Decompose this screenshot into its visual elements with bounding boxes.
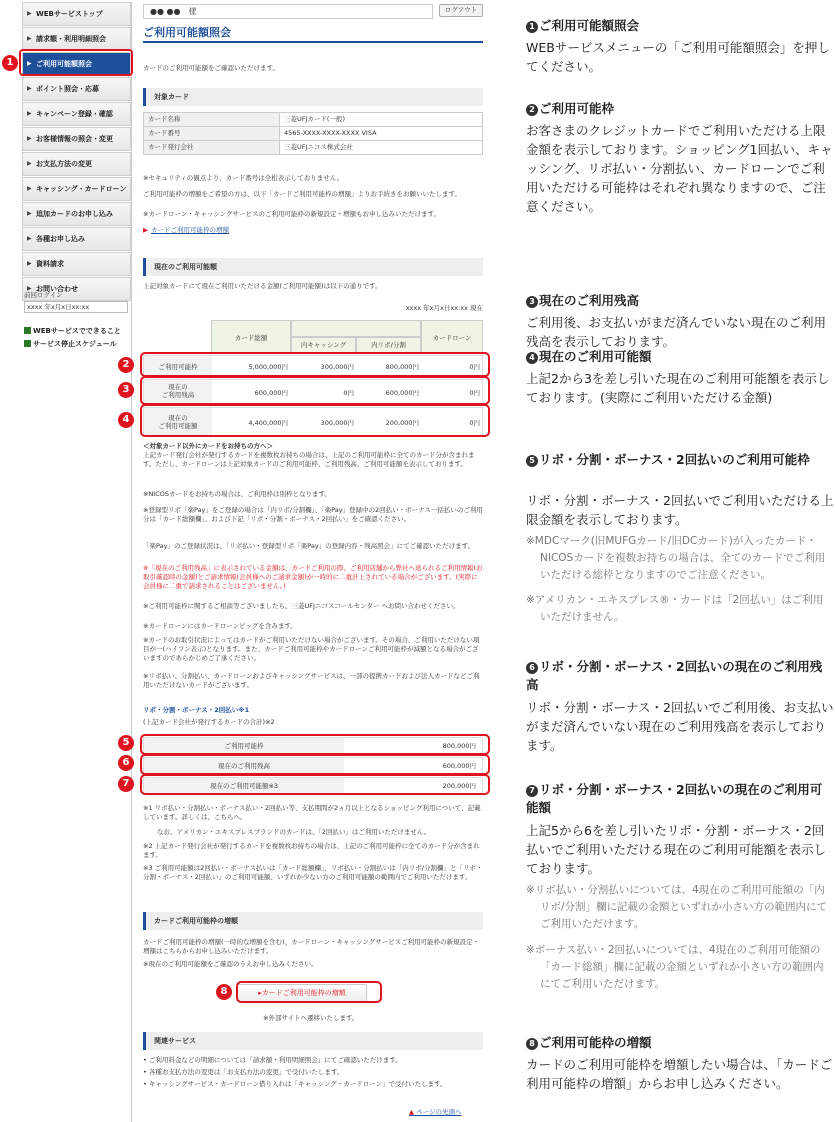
chevron-right-icon: ▶ [27, 210, 32, 217]
chevron-right-icon: ▶ [27, 285, 32, 292]
sidebar-item-contact[interactable]: ▶ お問い合わせ [22, 277, 131, 301]
chevron-right-icon: ▶ [27, 35, 32, 42]
web-service-link[interactable]: WEBサービスでできること [24, 326, 121, 336]
highlight-box [236, 981, 382, 1003]
explain-body-8: カードのご利用可能枠を増額したい場合は、「カードご利用可能枠の増額」からお申し込みください。 [526, 1057, 833, 1091]
rb-note-1b: なお、アメリカン・エキスプレスブランドのカードは、「2回払い」はご利用いただけません。 [157, 828, 431, 836]
step-badge-3: 3 [118, 382, 134, 398]
sidebar-item-points[interactable]: ▶ ポイント照会・応募 [22, 77, 131, 101]
card-section-heading: 対象カード [143, 88, 483, 106]
increase-note: ご利用可能枠の増額をご希望の方は、以下「カードご利用可能枠の増額」よりお手続きをお願いいたします。 [143, 190, 461, 198]
double-count-note: ※「現在のご利用残高」に表示されている金額は、カードご利用の際、ご利用店舗から弊社へ送られるご利用情報(お取引確認時の金額)とご請求情報(会員様へのご請求金額)が一時的に二重計上されている場合がございます。(実際に会員様に二重で請求されることはございません。) [143, 564, 483, 590]
sidebar-item-available-amount[interactable]: ▶ ご利用可能額照会 [22, 52, 131, 76]
chevron-right-icon: ▶ [27, 260, 32, 267]
cell-loan: 0円 [469, 419, 480, 427]
explain-note-7b: ※ボーナス払い・2回払いについては、4現在のご利用可能額の「カード総額」欄に記載の金額といずれか小さい方の範囲内にてご利用いただけます。 [526, 944, 824, 990]
user-name: ●● ●● 様 [143, 4, 433, 19]
card-issuer-value: 三菱UFJニコス株式会社 [280, 141, 483, 155]
card-info-table [143, 112, 483, 155]
related-item: • 各種お支払方法の変更は「お支払方法の変更」で受付いたします。 [143, 1068, 344, 1076]
col-revolving: 内リボ/分割 [356, 337, 421, 354]
rb-value: 200,000円 [442, 782, 476, 790]
col-loan: カードローン [421, 320, 483, 354]
increase-section-heading: カードご利用可能枠の増額 [143, 912, 483, 930]
cell-total: 600,000円 [254, 389, 288, 397]
external-site-note: ※外部サイトへ遷移いたします。 [263, 1014, 359, 1022]
explain-title-3: 3 現在のご利用残高 [526, 292, 834, 310]
card-loan-note: ※カードローンにはカードローンビッグを含みます。 [143, 622, 297, 630]
sidebar-nav [22, 2, 132, 1122]
last-login: 前回ログイン xxxx 年x月x日xx:xx [24, 290, 128, 313]
explain-title-2: 2 ご利用可能枠 [526, 100, 834, 118]
increase-link[interactable]: ▶ カードご利用可能枠の増額 [143, 226, 229, 234]
cell-total: 5,000,000円 [248, 363, 288, 371]
row-label: ご利用可能枠 [144, 356, 212, 376]
rb-label: ご利用可能枠 [144, 738, 344, 754]
related-section-heading: 関連サービス [143, 1032, 483, 1050]
intro-text: カードのご利用可能額をご確認いただけます。 [143, 64, 279, 72]
chevron-right-icon: ▶ [27, 10, 32, 17]
highlight-box [140, 352, 490, 377]
arrow-right-icon: ▶ [143, 226, 148, 234]
chevron-right-icon: ▶ [27, 135, 32, 142]
rb-note-2: ※2 上記カード発行会社が発行するカードを複数枚お持ちの場合は、上記のご利用可能枠に全てのカード分が含まれます。 [143, 842, 480, 859]
logout-button[interactable]: ログアウト [439, 4, 483, 17]
explain-body-6: リボ・分割・ボーナス・2回払いでご利用後、お支払いがまだ済んでいない現在のご利用残高を表示しております。 [526, 700, 834, 753]
row-label: 現在の ご利用残高 [144, 380, 212, 404]
card-name-key: カード名称 [144, 113, 280, 127]
cell-revolving: 600,000円 [385, 389, 419, 397]
chevron-right-icon: ▶ [27, 85, 32, 92]
main-content [137, 2, 489, 1122]
cell-loan: 0円 [469, 389, 480, 397]
other-cards-heading: ＜対象カード以外にカードをお持ちの方へ＞ [143, 442, 273, 450]
explain-body-3: ご利用後、お支払いがまだ済んでいない現在のご利用残高を表示しております。 [526, 315, 827, 349]
explain-title-7: 7 リボ・分割・ボーナス・2回払いの現在のご利用可能額 [526, 782, 823, 815]
highlight-box [140, 404, 490, 437]
explain-note-7a: ※リボ払い・分割払いについては、4現在のご利用可能額の「内リボ/分割」欄に記載の金額といずれか小さい方の範囲内にてご利用いただけます。 [526, 884, 828, 930]
sidebar-item-web-top[interactable]: ▶ WEBサービストップ [22, 2, 131, 26]
rb-label: 現在のご利用残高 [144, 758, 344, 774]
security-note: ※セキュリティの観点より、カード番号は全桁表示しておりません。 [143, 174, 344, 182]
card-issuer-key: カード発行会社 [144, 141, 280, 155]
col-total: カード総額 [211, 320, 291, 354]
step-badge-4: 4 [118, 412, 134, 428]
explain-title-6: 6 リボ・分割・ボーナス・2回払いの現在のご利用残高 [526, 659, 823, 692]
rb-value: 800,000円 [442, 742, 476, 750]
rb-note-1: ※1 リボ払い・分割払い・ボーナス払い・2回払い等、支払期間が2ヵ月以上となるショッピング利用について、記載しています。詳しくは、こちらへ。 [143, 804, 481, 821]
chevron-right-icon: ▶ [27, 110, 32, 117]
chevron-right-icon: ▶ [27, 60, 32, 67]
step-badge-1: 1 [2, 55, 18, 71]
loan-note: ※カードローン・キャッシングサービスのご利用可能枠の新規設定・増額もお申し込みいただけます。 [143, 210, 441, 218]
explain-title-1: 1 ご利用可能額照会 [526, 17, 834, 35]
page-title: ご利用可能額照会 [143, 28, 483, 43]
related-item: • キャッシングサービス・カードローン借り入れは「キャッシング・カードローン」で受付いたします。 [143, 1080, 447, 1088]
consult-note: ※ご利用可能枠に関するご相談等ございましたら、三菱UFJニコスコールセンター へお問い合わせください。 [143, 602, 460, 610]
card-number-value: 4565-XXXX-XXXX-XXXX VISA [280, 127, 483, 141]
page-top-link[interactable]: ▲ ページの先頭へ [409, 1108, 462, 1116]
cell-revolving: 800,000円 [385, 363, 419, 371]
current-section-heading: 現在のご利用可能額 [143, 258, 483, 276]
step-badge-8: 8 [216, 984, 232, 1000]
arrow-up-icon: ▲ [409, 1108, 414, 1116]
rakuten-link-note: 「楽Pay」のご登録状況は、「リボ払い・登録型リボ「楽Pay」の登録内容・残高照会」にてご確認いただけます。 [143, 542, 475, 550]
current-description: 上記対象カードにて現在ご利用いただける金額(ご利用可能額)は以下の通りです。 [143, 282, 382, 290]
chevron-right-icon: ▶ [27, 160, 32, 167]
rb-label: 現在のご利用可能額※3 [144, 778, 344, 794]
rakuten-note: ※登録型リボ「楽Pay」をご登録の場合は「内リボ/分割欄」、「楽Pay」登録中の2回払い・ボーナス一括払いのご利用分は「カード総額欄」、および下記「リボ・分割・ボーナス・2回払い」をご確認ください。 [143, 506, 483, 523]
cell-total: 4,400,000円 [248, 419, 288, 427]
cell-revolving: 200,000円 [385, 419, 419, 427]
square-icon [24, 340, 31, 347]
related-item: • ご利用料金などの明細については「請求額・利用明細照会」にてご確認いただけます。 [143, 1056, 402, 1064]
sidebar-item-additional-card[interactable]: ▶ 追加カードのお申し込み [22, 202, 131, 226]
step-badge-5: 5 [118, 735, 134, 751]
explain-note-5b: ※アメリカン・エキスプレス®・カードは「2回払い」はご利用いただけません。 [526, 594, 824, 623]
stop-schedule-link[interactable]: サービス停止スケジュール [24, 339, 117, 349]
explain-title-4: 4 現在のご利用可能額 [526, 348, 834, 366]
explain-body-5: リボ・分割・ボーナス・2回払いでご利用いただける上限金額を表示しております。 [526, 493, 834, 527]
sidebar-item-applications[interactable]: ▶ 各種お申し込み [22, 227, 131, 251]
sidebar-item-statement[interactable]: ▶ 請求額・利用明細照会 [22, 27, 131, 51]
limit-table-header [143, 320, 483, 354]
sidebar-item-payment-method[interactable]: ▶ お支払方法の変更 [22, 152, 131, 176]
row-label: 現在の ご利用可能額 [144, 408, 212, 436]
chevron-right-icon: ▶ [27, 235, 32, 242]
square-icon [24, 327, 31, 334]
col-cashing: 内キャッシング [291, 337, 356, 354]
increase-caution: ※現在のご利用可能額をご確認のうえお申し込みください。 [143, 960, 318, 968]
explain-title-8: 8 ご利用可能枠の増額 [526, 1034, 834, 1052]
highlight-box [140, 376, 490, 405]
as-of-date: xxxx 年x月x日xx:xx 現在 [405, 304, 483, 312]
cell-cashing: 300,000円 [320, 419, 354, 427]
cell-cashing: 0円 [343, 389, 354, 397]
increase-apply-button[interactable]: ▸カードご利用可能枠の増額 [237, 984, 367, 1002]
explain-body-4: 上記2から3を差し引いた現在のご利用可能額を表示しております。(実際にご利用いただける金額) [526, 371, 830, 405]
step-badge-6: 6 [118, 755, 134, 771]
sidebar-item-documents[interactable]: ▶ 資料請求 [22, 252, 131, 276]
highlight-box [140, 754, 490, 775]
other-cards-text: 上記カード発行会社が発行するカードを複数枚お持ちの場合は、上記のご利用可能枠に全てのカード分が含まれます。ただし、カードローンは上記対象カードのご利用可能枠、ご利用残高、ご利用可能額を表示しております。 [143, 451, 475, 468]
rb-title: リボ・分割・ボーナス・2回払い※1 [143, 706, 250, 714]
highlight-box [19, 49, 133, 76]
card-usage-note: ※カードのお取引状況によってはカードがご利用いただけない場合がございます。その場合、ご利用いただけない項目が一(ハイフン表示)となります。また、カードご利用可能枠やカードローンご利用可能枠が減額となる場合がございますのであらかじめご了承ください。 [143, 636, 480, 662]
explain-body-1: WEBサービスメニューの「ご利用可能額照会」を押してください。 [526, 40, 830, 74]
explain-note-5a: ※MDCマーク(旧MUFGカード/旧DCカード)が入ったカード・NICOSカードを複数お持ちの場合は、全てのカードでご利用いただける総枠となりますのでご注意ください。 [526, 535, 826, 581]
increase-description: カードご利用可能枠の増額(一時的な増額を含む)、カードローン・キャッシングサービスご利用可能枠の新規設定・増額はこちらからお申し込みいただけます。 [143, 938, 480, 955]
step-badge-2: 2 [118, 357, 134, 373]
cell-cashing: 300,000円 [320, 363, 354, 371]
highlight-box [140, 734, 490, 755]
sidebar-item-campaign[interactable]: ▶ キャンペーン登録・確認 [22, 102, 131, 126]
rb-value: 600,000円 [442, 762, 476, 770]
highlight-box [140, 774, 490, 795]
col-blank [291, 320, 421, 337]
sidebar-item-customer-info[interactable]: ▶ お客様情報の照会・変更 [22, 127, 131, 151]
explain-body-2: お客さまのクレジットカードでご利用いただける上限金額を表示しております。ショッピング1回払い、キャッシング、リボ払い・分割払い、カードローンでご利用いただける可能枠はそれぞれ異なりますので、ご注意ください。 [526, 123, 833, 214]
nicos-note: ※NICOSカードをお持ちの場合は、ご利用枠は別枠となります。 [143, 490, 331, 498]
chevron-right-icon: ▶ [27, 185, 32, 192]
rb-subtitle: (上記カード会社が発行するカードの合計)※2 [143, 718, 275, 726]
explain-title-5: 5 リボ・分割・ボーナス・2回払いのご利用可能枠 [526, 451, 834, 469]
step-badge-7: 7 [118, 776, 134, 792]
arrow-right-icon: ▸ [258, 989, 262, 997]
sidebar-item-cashing[interactable]: ▶ キャッシング・カードローン [22, 177, 131, 201]
card-number-key: カード番号 [144, 127, 280, 141]
cell-loan: 0円 [469, 363, 480, 371]
rb-note-3: ※3 ご利用可能額は2回払い・ボーナス払いは「カード総額欄」、リボ払い・分割払いは「内リボ/分割欄」と「リボ・分割・ボーナス・2回払い」のご利用可能額、いずれか少ない方のご利用可能額の範囲内でご利用いただけます。 [143, 864, 483, 881]
revolving-service-note: ※リボ払い、分割払い、カードローンおよびキャッシングサービスは、一部の提携カードおよび法人カードなどご利用いただけないカードがございます。 [143, 672, 480, 689]
explain-body-7: 上記5から6を差し引いたリボ・分割・ボーナス・2回払いでご利用いただける現在のご利用可能額を表示しております。 [526, 823, 827, 876]
card-name-value: 三菱UFJカード(一般) [280, 113, 483, 127]
